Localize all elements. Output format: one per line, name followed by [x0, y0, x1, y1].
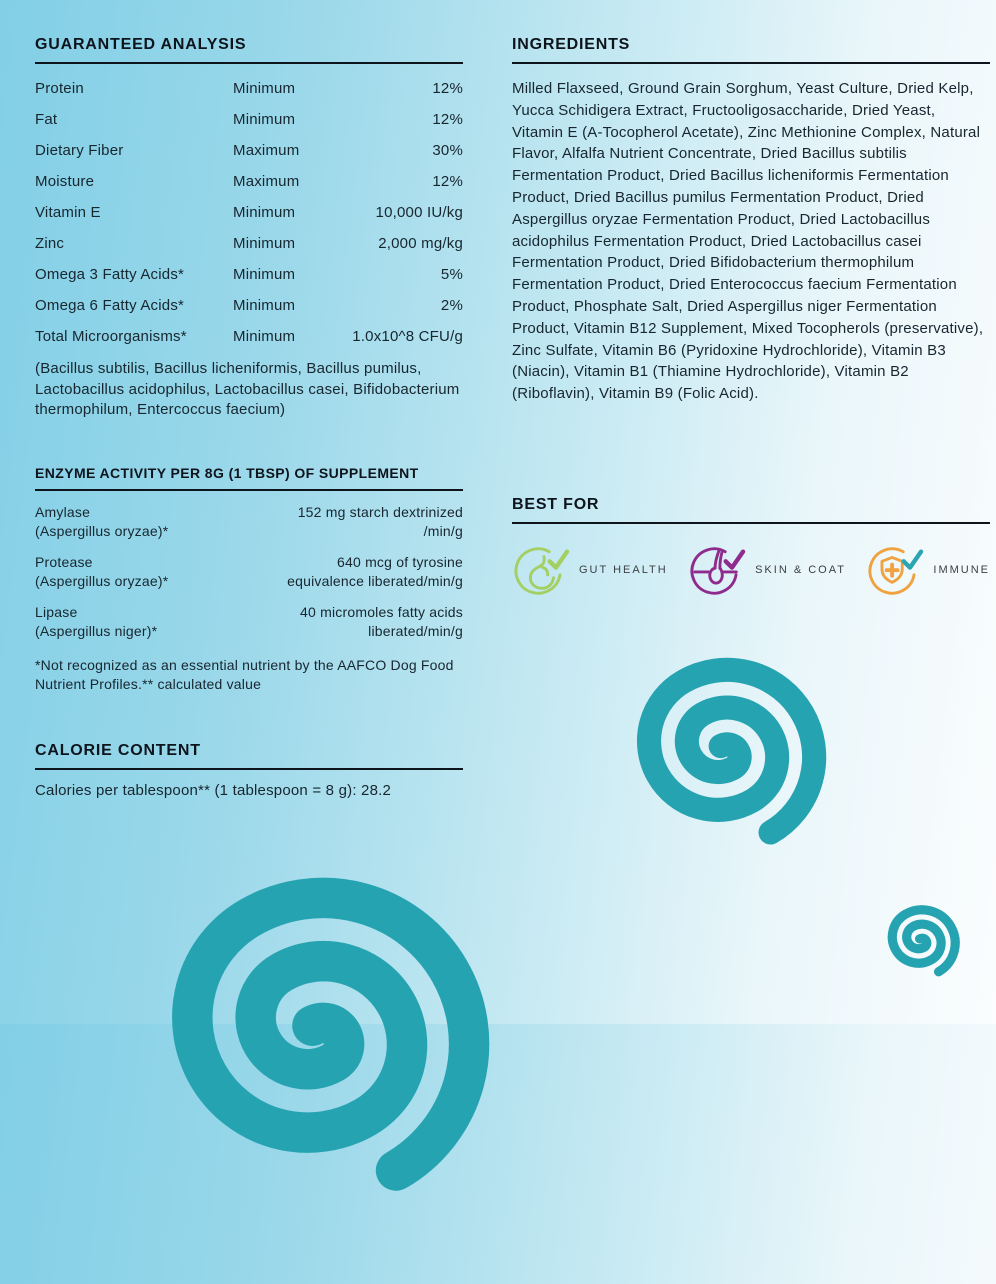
nutrient-label: Omega 6 Fatty Acids*	[35, 297, 185, 314]
enzyme-name	[35, 503, 240, 541]
table-row	[35, 111, 463, 128]
nutrient-label: Omega 3 Fatty Acids*	[35, 266, 185, 283]
calorie-content-text: Calories per tablespoon** (1 tablespoon = 8 g): 28.2	[35, 781, 392, 799]
best-for-gut-health	[512, 542, 668, 598]
table-row	[35, 553, 463, 591]
nutrient-label: Fat	[35, 111, 58, 128]
nutrient-value: 12%	[432, 173, 463, 190]
table-row	[35, 328, 463, 345]
enzyme-value-line: 40 micromoles fatty acids	[300, 603, 463, 620]
table-row	[35, 173, 463, 190]
best-for-title: BEST FOR	[512, 496, 990, 524]
aafco-footnote: *Not recognized as an essential nutrient by the AAFCO Dog Food Nutrient Profiles.** calculated value	[35, 656, 454, 692]
enzyme-activity-section	[35, 465, 463, 694]
table-row	[35, 142, 463, 159]
nutrient-qualifier: Minimum	[233, 204, 296, 221]
shield-cross-check-icon	[866, 542, 924, 598]
nutrient-qualifier: Minimum	[233, 111, 296, 128]
ingredients-text: Milled Flaxseed, Ground Grain Sorghum, Yeast Culture, Dried Kelp, Yucca Schidigera Extract, Fructooligosaccharide, Dried Yeast, Vitamin E (A-Tocopherol Acetate), Zinc Methionine Complex, Natural Flavor, Alfalfa Nutrient Concentrate, Dried Bacillus subtilis Fermentation Product, Dried Bacillus licheniformis Fermentation Product, Dried Bacillus pumilus Fermentation Product, Dried Aspergillus oryzae Fermentation Product, Dried Lactobacillus acidophilus Fermentation Product, Dried Lactobacillus casei Fermentation Product, Dried Bifidobacterium thermophilum Fermentation Product, Dried Enterococcus faecium Fermentation Product, Phosphate Salt, Dried Aspergillus niger Fermentation Product, Vitamin B12 Supplement, Mixed Tocopherols (preservative), Zinc Sulfate, Vitamin B6 (Pyridoxine Hydrochloride), Vitamin B3 (Niacin), Vitamin B1 (Thiamine Hydrochloride), Vitamin B2 (Riboflavin), Vitamin B9 (Folic Acid).	[512, 80, 984, 403]
nutrient-value: 2,000 mg/kg	[378, 235, 463, 252]
enzyme-value-line: 152 mg starch dextrinized	[297, 503, 463, 520]
table-row	[35, 204, 463, 221]
enzyme-source-line: (Aspergillus oryzae)*	[35, 572, 169, 589]
enzyme-value	[240, 553, 463, 591]
enzyme-value-line: liberated/min/g	[368, 622, 463, 639]
best-for-section	[512, 496, 990, 598]
nutrient-qualifier: Minimum	[233, 235, 296, 252]
calorie-content-title: CALORIE CONTENT	[35, 742, 463, 770]
guaranteed-analysis-section	[35, 36, 463, 421]
calorie-content-section	[35, 742, 463, 799]
nutrient-qualifier: Minimum	[233, 297, 296, 314]
enzyme-activity-title: ENZYME ACTIVITY PER 8G (1 TBSP) OF SUPPLEMENT	[35, 465, 463, 491]
stomach-check-icon	[512, 542, 570, 598]
nutrient-label: Protein	[35, 80, 84, 97]
nutrient-qualifier: Minimum	[233, 328, 296, 345]
best-for-label: IMMUNE	[933, 564, 990, 576]
enzyme-source-line: (Aspergillus niger)*	[35, 622, 158, 639]
table-row	[35, 80, 463, 97]
enzyme-value	[240, 603, 463, 641]
nutrient-label: Dietary Fiber	[35, 142, 124, 159]
nutrient-qualifier: Minimum	[233, 266, 296, 283]
nutrient-value: 1.0x10^8 CFU/g	[352, 328, 463, 345]
enzyme-value-line: 640 mcg of tyrosine	[337, 553, 463, 570]
enzyme-value-line: equivalence liberated/min/g	[287, 572, 463, 589]
nutrient-label: Zinc	[35, 235, 65, 252]
table-row	[35, 266, 463, 283]
enzyme-name-line: Protease	[35, 553, 93, 570]
enzyme-value-line: /min/g	[423, 522, 463, 539]
nutrient-value: 2%	[440, 297, 463, 314]
nutrient-label: Vitamin E	[35, 204, 101, 221]
table-row	[35, 603, 463, 641]
nutrient-value: 10,000 IU/kg	[375, 204, 463, 221]
nutrient-value: 12%	[432, 80, 463, 97]
table-row	[35, 297, 463, 314]
hair-follicle-check-icon	[688, 542, 746, 598]
enzyme-name-line: Lipase	[35, 603, 78, 620]
enzyme-name	[35, 553, 240, 591]
enzyme-value	[240, 503, 463, 541]
best-for-label: SKIN & COAT	[755, 564, 846, 576]
nutrient-label: Total Microorganisms*	[35, 328, 187, 345]
nutrient-value: 5%	[440, 266, 463, 283]
guaranteed-analysis-title: GUARANTEED ANALYSIS	[35, 36, 463, 64]
best-for-label: GUT HEALTH	[579, 564, 668, 576]
ingredients-title: INGREDIENTS	[512, 36, 990, 64]
nutrient-value: 30%	[432, 142, 463, 159]
best-for-immune	[866, 542, 990, 598]
enzyme-name-line: Amylase	[35, 503, 91, 520]
nutrient-value: 12%	[432, 111, 463, 128]
nutrient-label: Moisture	[35, 173, 95, 190]
nutrient-qualifier: Maximum	[233, 142, 300, 159]
best-for-items	[512, 542, 990, 598]
nutrient-qualifier: Maximum	[233, 173, 300, 190]
nutrient-qualifier: Minimum	[233, 80, 296, 97]
right-column	[512, 36, 990, 1024]
table-row	[35, 235, 463, 252]
ingredients-section	[512, 36, 990, 496]
best-for-skin-coat	[688, 542, 846, 598]
table-row	[35, 503, 463, 541]
microorganisms-note: (Bacillus subtilis, Bacillus licheniformis, Bacillus pumilus, Lactobacillus acidophilus, Lactobacillus casei, Bifidobacterium thermophilum, Entercoccus faecium)	[35, 360, 460, 418]
enzyme-name	[35, 603, 240, 641]
enzyme-source-line: (Aspergillus oryzae)*	[35, 522, 169, 539]
guaranteed-analysis-table	[35, 80, 463, 345]
